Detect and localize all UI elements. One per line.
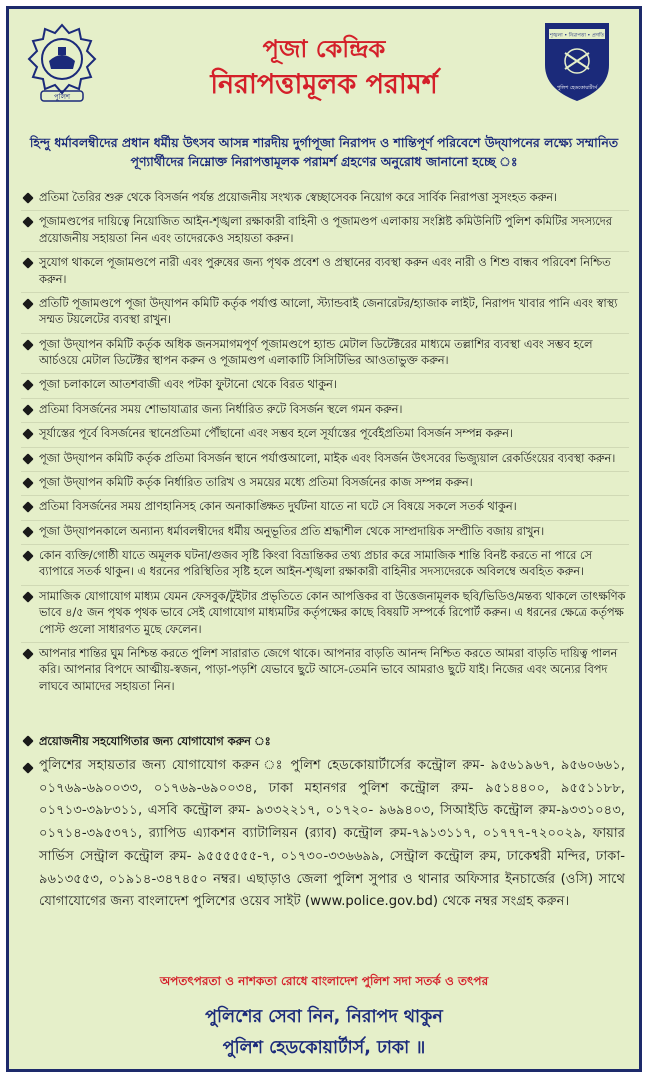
footer-alert-line: অপতৎপরতা ও নাশকতা রোধে বাংলাদেশ পুলিশ সদা সতর্ক ও তৎপর [159,974,489,988]
bullet-icon [22,648,33,659]
bullet-icon [22,735,33,746]
title-line-2: নিরাপত্তামূলক পরামর্শ [210,69,438,100]
footer-issuer: পুলিশ হেডকোয়ার্টার্স, ঢাকা ॥ [222,1038,426,1058]
advice-text: কোন ব্যক্তি/গোষ্ঠী যাতে অমূলক ঘটনা/গুজব সৃষ্টি কিংবা বিভ্রান্তিকর তথ্য প্রচার করে সামাজিক শান্তি বিনষ্ট করতে না পারে সে ব্যাপারে সতর্ক থাকুন। এ ধরনের পরিস্থিতির সৃষ্টি হলে আইন-শৃঙ্খলা রক্ষাকারী বাহিনীর সদস্যদেরকে অবিলম্বে অবহিত করুন। [39,549,592,579]
advice-item [21,293,629,334]
advice-item [21,187,629,211]
advisory-poster [6,6,642,1072]
bullet-icon [22,380,33,391]
bullet-icon [22,453,33,464]
bullet-icon [22,526,33,537]
advice-item [21,448,629,472]
bullet-icon [22,257,33,268]
contact-heading-text: প্রয়োজনীয় সহযোগিতার জন্য যোগাযোগ করুন ঃ [39,735,271,748]
footer-slogan: পুলিশের সেবা নিন, নিরাপদ থাকুন [205,1007,443,1027]
bullet-icon [22,502,33,513]
contact-paragraph [21,755,625,914]
advice-text: পূজা উদ্‌যাপন কমিটি কর্তৃক নির্ধারিত তারিখ ও সময়ের মধ্যে প্রতিমা বিসর্জনের কাজ সম্পন্ন করুন। [39,475,473,489]
advice-item [21,374,629,398]
svg-text:শৃঙ্খলা • নিরাপত্তা • প্রগতি: শৃঙ্খলা • নিরাপত্তা • প্রগতি [549,32,605,39]
advice-text: আপনার শান্তির ঘুম নিশ্চিন্ত করতে পুলিশ সারারাত জেগে থাকে। আপনার বাড়তি আনন্দ নিশ্চিত করতে আমরা বাড়তি দায়িত্ব পালন করি। আপনার বিপদে আত্মীয়-স্বজন, পাড়া-পড়শি যেভাবে ছুটে আসে-তেমনি ভাবে আমরাও ছুটে যাই। নিজের এবং অন্যের বিপদ লাঘবে আমাদের সহায়তা নিন। [39,646,618,693]
poster-header [9,9,639,127]
advice-text: প্রতিটি পূজামণ্ডপে পূজা উদ্‌যাপন কমিটি কর্তৃক পর্যাপ্ত আলো, স্ট্যান্ডবাই জেনারেটর/হ্যাজাক লাইট, নিরাপদ খাবার পানি এবং স্বাস্থ্য সম্মত টয়লেটের ব্যবস্থা রাখুন। [39,296,618,327]
bullet-icon [22,192,33,203]
advice-list [21,187,629,699]
advice-item [21,334,629,375]
advice-item [21,252,629,293]
svg-text:পুলিশ হেডকোয়ার্টার্স: পুলিশ হেডকোয়ার্টার্স [556,85,598,91]
advice-item [21,423,629,447]
advice-text: সামাজিক যোগাযোগ মাধ্যম যেমন ফেসবুক/টুইটার প্রভৃতিতে কোন আপত্তিকর বা উত্তেজনামূলক ছবি/ভিডিও/মন্তব্য থাকলে তাৎক্ষণিক ভাবে ৪/৫ জন পৃথক পৃথক ভাবে সেই যোগাযোগ মাধ্যমটির কর্তৃপক্ষের কাছে বিষয়টি সম্পর্কে রিপোর্ট করুন। এ ধরনের ক্ষেত্রে কর্তৃপক্ষ পোস্ট গুলো সাধারণত মুছে ফেলেন। [39,589,626,636]
advice-item [21,521,629,545]
bullet-icon [22,477,33,488]
contact-heading [21,733,629,752]
advice-text: পূজা উদ্‌যাপন কমিটি কর্তৃক অধিক জনসমাগমপূর্ণ পূজামণ্ডপে হ্যান্ড মেটাল ডিটেক্টরের মাধ্যমে তল্লাশির ব্যবস্থা এবং সম্ভব হলে আর্চওয়ে মেটাল ডিটেক্টর স্থাপন করুন ও পূজামণ্ডপ এলাকাটি সিসিটিভির আওতাভুক্ত করুন। [39,337,593,367]
advice-text: পূজা চলাকালে আতশবাজী এবং পটকা ফুটানো থেকে বিরত থাকুন। [39,378,337,392]
advice-item [21,399,629,423]
advice-text: প্রতিমা বিসর্জনের সময় শোভাযাত্রার জন্য নির্ধারিত রুটে বিসর্জন স্থলে গমন করুন। [39,402,403,416]
bullet-icon [22,591,33,602]
advice-item [21,211,629,252]
bullet-icon [22,428,33,439]
bullet-icon [22,298,33,309]
bullet-icon [22,404,33,415]
advice-text: পূজা উদ্‌যাপন কমিটি কর্তৃক প্রতিমা বিসর্জন স্থানে পর্যাপ্তআলো, মাইক এবং বিসর্জন উৎসবের ভিজ্যুয়াল রেকর্ডিংয়ের ব্যবস্থা করুন। [39,451,616,465]
police-emblem-icon [27,23,97,103]
advice-item [21,545,629,586]
advice-text: সূর্যাস্তের পূর্বে বিসর্জনের স্থানেপ্রতিমা পৌঁছানো এবং সম্ভব হলে সূর্যাস্তের পূর্বেইপ্রতিমা বিসর্জন সম্পন্ন করুন। [39,427,513,441]
advice-text: পূজামণ্ডপের দায়িত্বে নিয়োজিত আইন-শৃঙ্খলা রক্ষাকারী বাহিনী ও পূজামণ্ডপ এলাকায় সংশ্লিষ্ট কমিউনিটি পুলিশ কমিটির সদস্যদের প্রয়োজনীয় সহায়তা নিন এবং তাদেরকেও সহায়তা করুন। [39,215,612,245]
svg-text:পুলিশ: পুলিশ [53,93,71,101]
title-line-1: পূজা কেন্দ্রিক [262,35,386,63]
advice-text: পূজা উদ্‌যাপনকালে অন্যান্য ধর্মাবলম্বীদের ধর্মীয় অনুভূতির প্রতি শ্রদ্ধাশীল থেকে সাম্প্রদায়িক সম্প্রীতি বজায় রাখুন। [39,524,545,538]
advice-item [21,643,629,699]
police-headquarters-shield-icon [541,19,613,103]
advice-item [21,496,629,520]
bullet-icon [22,217,33,228]
advice-text: প্রতিমা তৈরির শুরু থেকে বিসর্জন পর্যন্ত প্রয়োজনীয় সংখ্যক স্বেচ্ছাসেবক নিয়োগ করে সার্বিক নিরাপত্তা সুসংহত করুন। [39,191,558,204]
advice-text: সুযোগ থাকলে পূজামণ্ডপে নারী এবং পুরুষের জন্য পৃথক প্রবেশ ও প্রস্থানের ব্যবস্থা করুন এবং নারী ও শিশু বান্ধব পরিবেশ নিশ্চিত করুন। [39,256,611,286]
advice-item [21,586,629,643]
bullet-icon [22,762,33,773]
advice-text: প্রতিমা বিসর্জনের সময় প্রাণহানিসহ কোন অনাকাঙ্ক্ষিত দুর্ঘটনা যাতে না ঘটে সে বিষয়ে সকলে সতর্ক থাকুন। [39,500,517,514]
bullet-icon [22,339,33,350]
intro-paragraph: হিন্দু ধর্মাবলম্বীদের প্রধান ধর্মীয় উৎসব আসন্ন শারদীয় দুর্গাপূজা নিরাপদ ও শান্তিপূর্ণ পরিবেশে উদ্‌যাপনের লক্ষ্যে সম্মানিত পূণ্যার্থীদের নিম্নোক্ত নিরাপত্তামূলক পরামর্শ গ্রহণের অনুরোধ জানানো হচ্ছে ঃ [29,135,619,170]
contact-text: পুলিশের সহায়তার জন্য যোগাযোগ করুন ঃ পুলিশ হেডকোয়ার্টার্সের কন্ট্রোল রুম- ৯৫৬১৯৬৭, ৯৫৬০৬৬১, ০১৭৬৯-৬৯০০৩৩, ০১৭৬৯-৬৯০০৩৪, ঢাকা মহানগর পুলিশ কন্ট্রোল রুম- ৯৫১৪৪০০, ৯৫৫১১৮৮, ০১৭১৩-৩৯৮৩১১, এসবি কন্ট্রোল রুম- ৯৩৩২২১৭, ০১৭২০- ৯৬৯৪০৩, সিআইডি কন্ট্রোল রুম-৯৩৩১০৪৩, ০১৭১৪-৩৯৫৩৭১, র‍্যাপিড এ্যাকশন ব্যাটালিয়ন (র‍্যাব) কন্ট্রোল রুম-৭৯১৩১১৭, ০১৭৭৭-৭২০০২৯, ফায়ার সার্ভিস সেন্ট্রাল কন্ট্রোল রুম- ৯৫৫৫৫৫৫-৭, ০১৭৩০-৩৩৬৬৯৯, সেন্ট্রাল কন্ট্রোল রুম, ঢাকেশ্বরী মন্দির, ঢাকা- ৯৬১৩৫৫৩, ০১৯১৪-৩৪৭৪৫০ নম্বর। এছাড়াও জেলা পুলিশ সুপার ও থানার অফিসার ইনচার্জের (ওসি) সাথে যোগাযোগের জন্য বাংলাদেশ পুলিশের ওয়েব সাইট (www.police.gov.bd) থেকে নম্বর সংগ্রহ করুন। [39,758,625,910]
advice-item [21,472,629,496]
bullet-icon [22,550,33,561]
